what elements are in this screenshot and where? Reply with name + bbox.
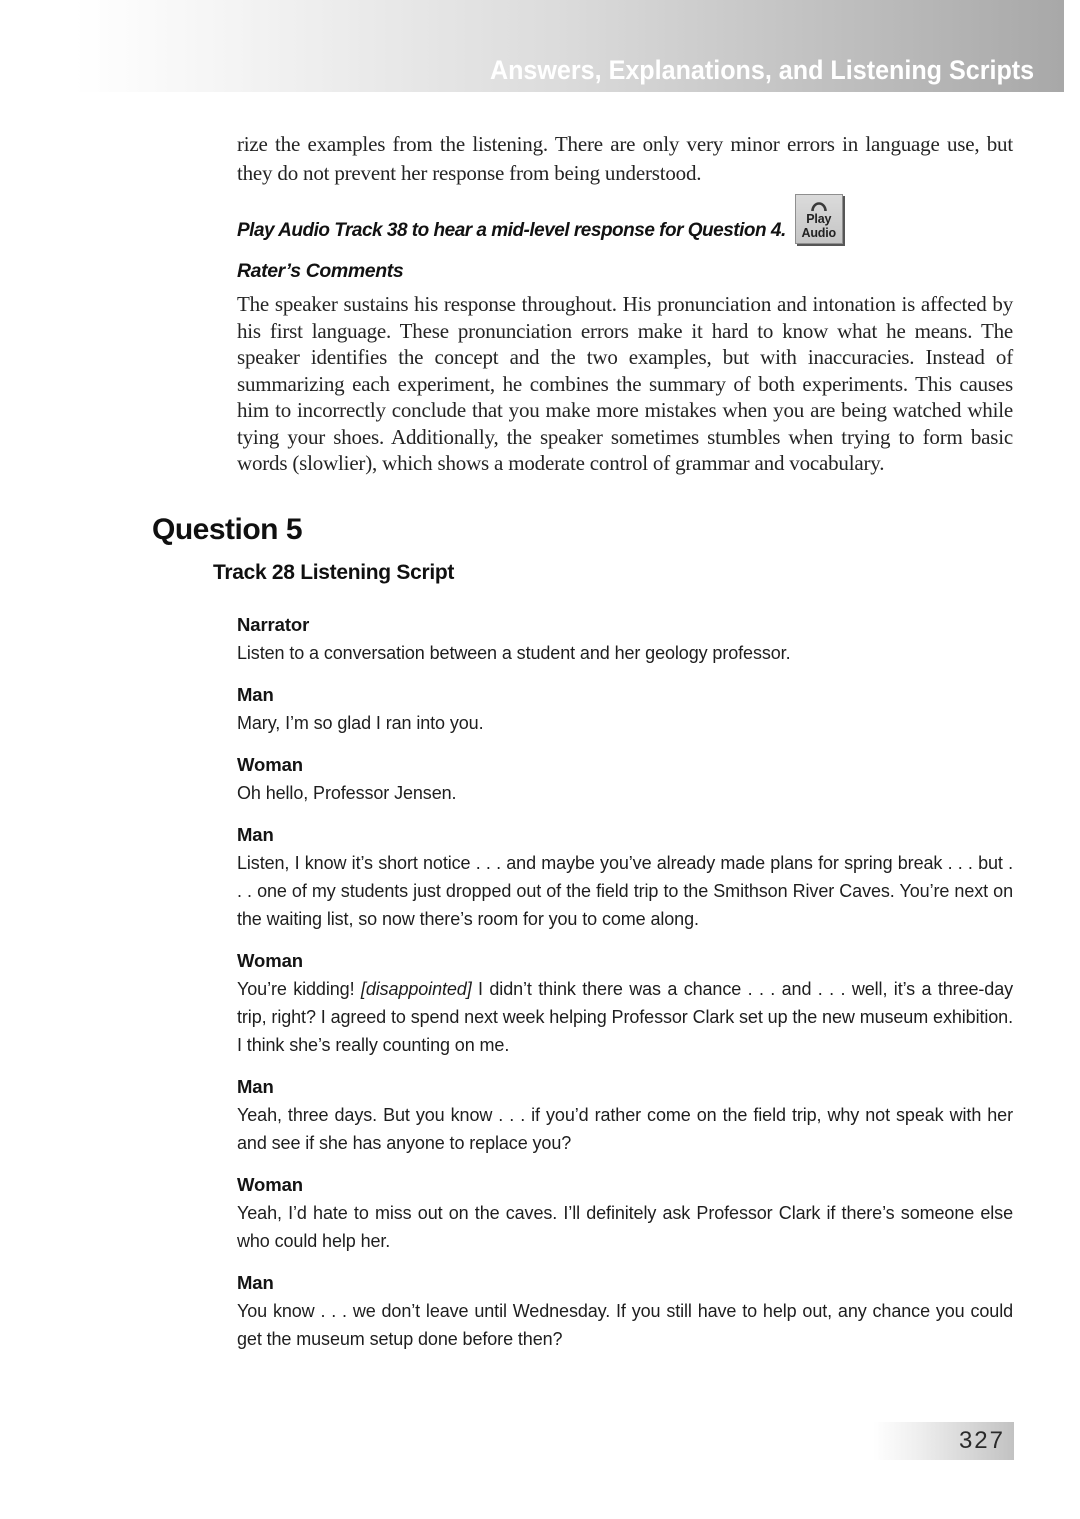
page-number-band bbox=[873, 1422, 1014, 1460]
page-number: 327 bbox=[958, 1427, 1005, 1454]
dialogue-text: Listen, I know it’s short notice . . . and maybe you’ve already made plans for spring break . . . but . . . one of my students just dropped out of the field trip to the Smithson River Caves. You’re next on the waiting list, so now there’s room for you to come along. bbox=[237, 852, 1013, 929]
intro-paragraph: rize the examples from the listening. There are only very minor errors in language use, but they do not prevent her response from being understood. bbox=[237, 132, 1013, 185]
dialogue-block bbox=[237, 751, 1013, 807]
speaker-label: Man bbox=[237, 823, 274, 845]
running-head-title: Answers, Explanations, and Listening Scripts bbox=[489, 55, 1034, 85]
dialogue-text bbox=[237, 975, 1013, 1059]
play-audio-caption: Play Audio Track 38 to hear a mid-level response for Question 4. bbox=[237, 220, 786, 241]
dialogue-block bbox=[237, 1269, 1013, 1353]
page-header-band bbox=[0, 0, 1064, 92]
listening-script bbox=[237, 611, 1013, 1353]
dialogue-block bbox=[237, 681, 1013, 737]
speaker-label: Man bbox=[237, 683, 274, 705]
raters-comments-paragraph: The speaker sustains his response throughout. His pronunciation and intonation is affected by his first language. These pronunciation errors make it hard to know what he means. The speaker identifies the concept and the two examples, but with inaccuracies. Instead of summarizing each experiment, he combines the summary of both experiments. This causes him to incorrectly conclude that you make more mistakes when you are being watched while tying your shoes. Additionally, the speaker sometimes stumbles when trying to form basic words (slowlier), which shows a moderate control of grammar and vocabulary. bbox=[237, 292, 1013, 475]
speaker-label: Woman bbox=[237, 1173, 303, 1195]
dialogue-text: Yeah, I’d hate to miss out on the caves. I’ll definitely ask Professor Clark if there’s someone else who could help her. bbox=[237, 1202, 1013, 1251]
dialogue-text: You know . . . we don’t leave until Wednesday. If you still have to help out, any chance you could get the museum setup done before then? bbox=[237, 1300, 1013, 1349]
headphones-icon bbox=[809, 200, 829, 211]
play-audio-button-label-play: Play bbox=[806, 212, 832, 226]
play-audio-button[interactable] bbox=[795, 194, 843, 244]
question-5-heading: Question 5 bbox=[152, 512, 303, 546]
dialogue-text: Listen to a conversation between a student and her geology professor. bbox=[237, 642, 791, 663]
speaker-label: Woman bbox=[237, 753, 303, 775]
dialogue-block bbox=[237, 947, 1013, 1059]
raters-comments-heading: Rater’s Comments bbox=[237, 260, 404, 282]
speaker-label: Woman bbox=[237, 949, 303, 971]
dialogue-text-before: You’re kidding! bbox=[237, 978, 361, 999]
dialogue-text: Mary, I’m so glad I ran into you. bbox=[237, 712, 484, 733]
dialogue-text-after: I didn’t think there was a chance . . . and . . . well, it’s a three-day trip, right? I agreed to spend next week helping Professor Clark set up the new museum exhibition. I think she’s really counting on me. bbox=[237, 978, 1014, 1055]
track-28-subheading: Track 28 Listening Script bbox=[213, 560, 455, 584]
dialogue-block bbox=[237, 1171, 1013, 1255]
dialogue-text: Oh hello, Professor Jensen. bbox=[237, 782, 457, 803]
dialogue-block bbox=[237, 611, 1013, 667]
speaker-label: Man bbox=[237, 1271, 274, 1293]
speaker-label: Man bbox=[237, 1075, 274, 1097]
play-audio-button-label-audio: Audio bbox=[801, 226, 836, 240]
dialogue-text: Yeah, three days. But you know . . . if you’d rather come on the field trip, why not speak with her and see if she has anyone to replace you? bbox=[237, 1104, 1013, 1153]
stage-direction: [disappointed] bbox=[360, 978, 472, 999]
play-audio-row bbox=[237, 194, 1013, 244]
dialogue-block bbox=[237, 821, 1013, 933]
speaker-label: Narrator bbox=[237, 613, 310, 635]
dialogue-block bbox=[237, 1073, 1013, 1157]
